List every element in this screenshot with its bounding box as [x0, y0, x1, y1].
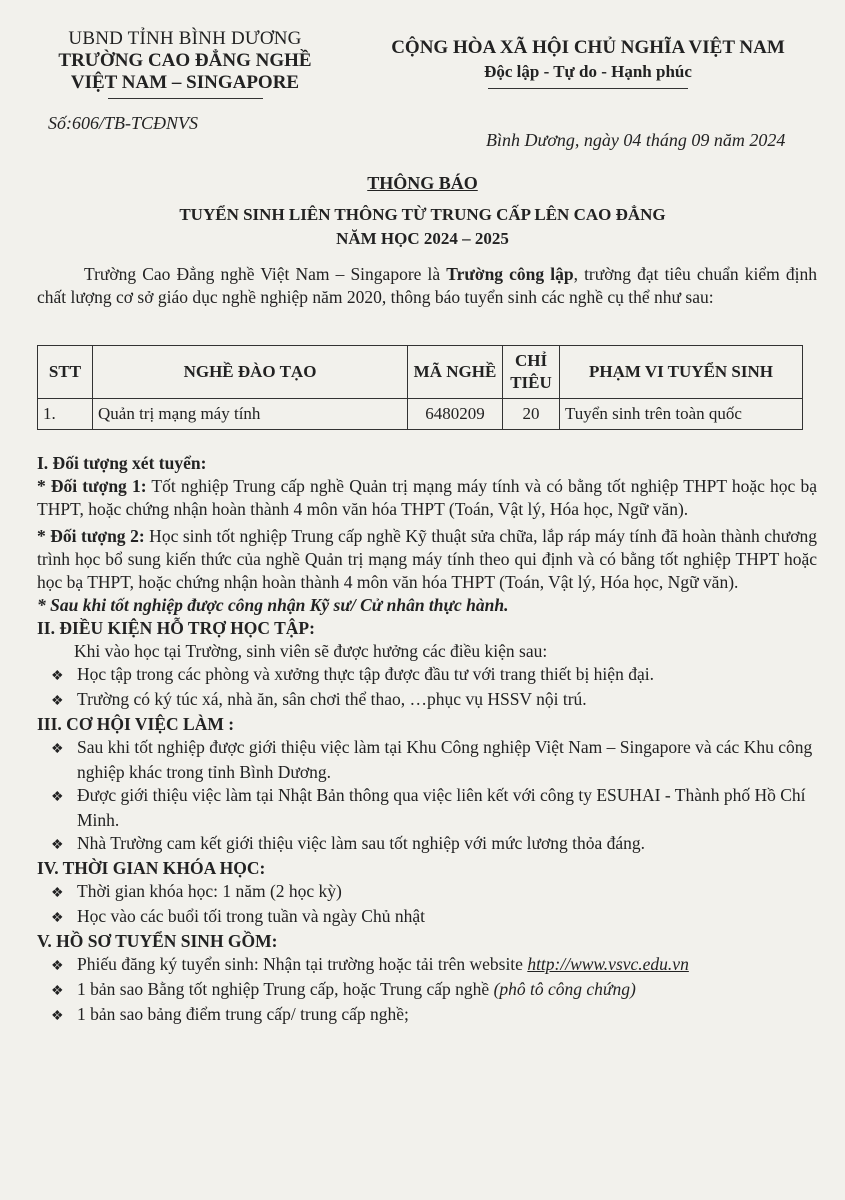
academic-year: NĂM HỌC 2024 – 2025 [336, 229, 509, 248]
section1-heading: I. Đối tượng xét tuyển: [37, 453, 207, 473]
list-item: ❖ Học vào các buổi tối trong tuần và ngày Chủ nhật [37, 905, 817, 930]
list-item: ❖ Phiếu đăng ký tuyển sinh: Nhận tại trường hoặc tải trên website http://www.vsvc.edu.vn [37, 953, 817, 978]
national-header [368, 36, 808, 89]
diamond-bullet-icon: ❖ [51, 911, 64, 926]
object-2-label: * Đối tượng 2: [37, 526, 145, 546]
section4-heading: IV. THỜI GIAN KHÓA HỌC: [37, 858, 266, 878]
diamond-bullet-icon: ❖ [51, 1009, 64, 1024]
document-number: Số:606/TB-TCĐNVS [48, 113, 199, 133]
object-2-text: Học sinh tốt nghiệp Trung cấp nghề Kỹ thuật sửa chữa, lắp ráp máy tính đã hoàn thành chương trình học bổ sung kiến thức của nghề Quản trị mạng máy tính theo qui định và có bằng tốt nghiệp THPT hoặc học bạ THPT, hoặc chứng nhận hoàn thành 4 môn văn hóa THPT (Toán, Vật lý, Hóa học, Ngữ văn). [37, 526, 817, 592]
intro-text-2: , trường đạt tiêu chuẩn kiểm định chất lượng cơ sở giáo dục nghề nghiệp năm 2020, thông báo tuyển sinh các nghề cụ thể như sau: [37, 264, 817, 307]
notarized-note: (phô tô công chứng) [493, 979, 636, 999]
section2-heading: II. ĐIỀU KIỆN HỖ TRỢ HỌC TẬP: [37, 618, 315, 638]
section2-intro: Khi vào học tại Trường, sinh viên sẽ được hưởng các điều kiện sau: [74, 641, 548, 661]
diamond-bullet-icon: ❖ [51, 790, 64, 805]
list-item: ❖ 1 bản sao bảng điểm trung cấp/ trung cấp nghề; [37, 1003, 817, 1028]
col-program: NGHỀ ĐÀO TẠO [93, 346, 408, 399]
national-title: CỘNG HÒA XÃ HỘI CHỦ NGHĨA VIỆT NAM [391, 37, 785, 58]
list-item: ❖ Thời gian khóa học: 1 năm (2 học kỳ) [37, 880, 817, 905]
header-underline [108, 98, 263, 99]
doc-subtitle: TUYỂN SINH LIÊN THÔNG TỪ TRUNG CẤP LÊN CAO ĐẲNG [179, 205, 666, 224]
intro-paragraph [37, 263, 817, 309]
national-motto: Độc lập - Tự do - Hạnh phúc [484, 62, 692, 81]
motto-underline [488, 88, 688, 89]
school-name-line2: VIỆT NAM – SINGAPORE [70, 72, 300, 93]
intro-text-1: Trường Cao Đẳng nghề Việt Nam – Singapore là [84, 264, 447, 284]
list-item: ❖ Học tập trong các phòng và xưởng thực tập được đầu tư với trang thiết bị hiện đại. [37, 663, 817, 688]
intro-public-school: Trường công lập [446, 264, 574, 284]
list-item: ❖ Sau khi tốt nghiệp được giới thiệu việc làm tại Khu Công nghiệp Việt Nam – Singapore và các Khu công nghiệp khác trong tỉnh Bình Dương. [51, 737, 813, 782]
section3-heading: III. CƠ HỘI VIỆC LÀM : [37, 714, 235, 734]
object-1 [37, 475, 817, 521]
cell-code: 6480209 [408, 399, 503, 430]
province-committee: UBND TỈNH BÌNH DƯƠNG [68, 28, 302, 49]
cell-scope: Tuyển sinh trên toàn quốc [560, 399, 803, 430]
col-stt: STT [38, 346, 93, 399]
place-date: Bình Dương, ngày 04 tháng 09 năm 2024 [486, 130, 786, 150]
program-table [37, 345, 803, 430]
table-header-row [38, 346, 803, 399]
diamond-bullet-icon: ❖ [51, 959, 64, 974]
diamond-bullet-icon: ❖ [51, 669, 64, 684]
object-1-text: Tốt nghiệp Trung cấp nghề Quản trị mạng máy tính và có bằng tốt nghiệp THPT hoặc học bạ THPT, hoặc chứng nhận hoàn thành 4 môn văn hóa THPT (Toán, Vật lý, Hóa học, Ngữ văn). [37, 476, 817, 519]
diamond-bullet-icon: ❖ [51, 838, 64, 853]
list-item: ❖ 1 bản sao Bằng tốt nghiệp Trung cấp, hoặc Trung cấp nghề (phô tô công chứng) [37, 978, 817, 1003]
col-code: MÃ NGHỀ [408, 346, 503, 399]
object-2 [37, 525, 817, 594]
doc-title: THÔNG BÁO [367, 173, 478, 193]
col-scope: PHẠM VI TUYỂN SINH [560, 346, 803, 399]
school-name-line1: TRƯỜNG CAO ĐẲNG NGHỀ [58, 50, 312, 71]
cell-stt: 1. [38, 399, 93, 430]
section5-heading: V. HỒ SƠ TUYỂN SINH GỒM: [37, 931, 278, 951]
list-item: ❖ Trường có ký túc xá, nhà ăn, sân chơi thể thao, …phục vụ HSSV nội trú. [37, 688, 817, 713]
list-item: ❖ Được giới thiệu việc làm tại Nhật Bản thông qua việc liên kết với công ty ESUHAI - Thành phố Hồ Chí Minh. [51, 785, 806, 830]
diamond-bullet-icon: ❖ [51, 742, 64, 757]
table-row [38, 399, 803, 430]
col-quota: CHỈ TIÊU [503, 346, 560, 399]
graduation-note: * Sau khi tốt nghiệp được công nhận Kỹ sư/ Cử nhân thực hành. [37, 595, 509, 615]
diamond-bullet-icon: ❖ [51, 984, 64, 999]
list-item: ❖ Nhà Trường cam kết giới thiệu việc làm sau tốt nghiệp với mức lương thỏa đáng. [37, 832, 817, 857]
school-website-link[interactable]: http://www.vsvc.edu.vn [527, 954, 689, 974]
notice-body [37, 452, 817, 1028]
diamond-bullet-icon: ❖ [51, 694, 64, 709]
cell-quota: 20 [503, 399, 560, 430]
issuer-header [30, 28, 340, 99]
cell-program: Quản trị mạng máy tính [93, 399, 408, 430]
object-1-label: * Đối tượng 1: [37, 476, 147, 496]
diamond-bullet-icon: ❖ [51, 886, 64, 901]
